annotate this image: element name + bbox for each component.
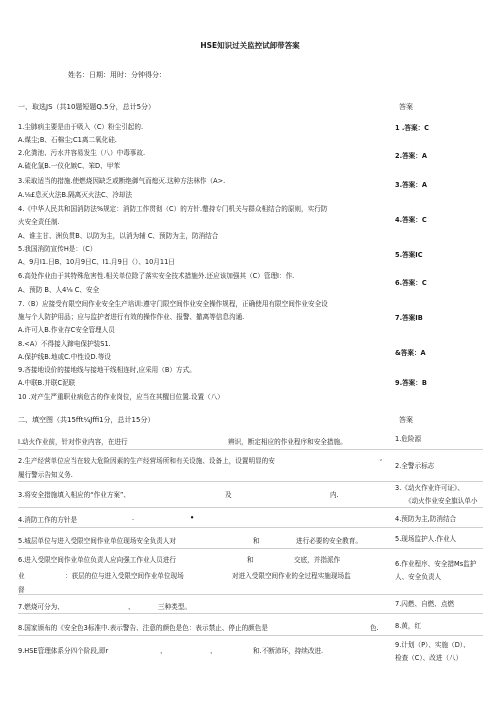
fill-answer-4: 4.预防为主,防消结合	[395, 515, 457, 523]
question-line: A、9月I1.日B、10月9日C、I1.月9日（）、10月11日	[18, 258, 175, 266]
fill-question-text: 3.将安全措施填入相应的“作业方案”、	[18, 491, 131, 499]
row-divider	[18, 481, 483, 482]
fill-question-text: 履行警示告知义务.	[18, 471, 73, 479]
fill-question-text: 色.	[370, 624, 379, 632]
fill-question-text: 2.生产经营单位应当在较大危险因素的生产经营场所和有关设施、设备上，设置明显的安	[18, 457, 275, 465]
fill-question-text: 和	[247, 556, 254, 564]
question-line: 7.（B）应接受有限空间作业安全生产培训:遵守门限空间作业安全操作规程，正确使用有限空间作业安全设	[18, 300, 328, 308]
fill-question-text: 交底，并指派作	[294, 556, 341, 564]
question-line: A.⅛£息灭火法B.隔离灭火法C、冷却法	[18, 191, 133, 199]
row-divider	[18, 449, 483, 450]
row-divider	[18, 613, 483, 614]
row-divider	[18, 635, 483, 636]
fill-answer-7: 7.闪燃、自燃、点燃	[395, 600, 455, 608]
fill-question-text: ,	[380, 454, 383, 462]
question-line: A.保护线B.地或C.中性设D.等设	[18, 353, 111, 361]
fill-question-text: 和	[253, 537, 260, 545]
question-line: A.中联B.并联C泥联	[18, 379, 76, 387]
fill-answer-2: 2.全警示标志	[395, 462, 435, 470]
fill-question-text: 7.燃烧可分为、	[18, 603, 64, 611]
question-line: 3.采取适当的措施.使燃烧因缺乏或断绝御气而熄灭.这种方法林作（A>.	[18, 177, 226, 185]
page-title: HSE知识过关监控试卸带答案	[200, 41, 300, 50]
fill-answer-1: 1.危险源	[395, 435, 422, 443]
answer-7: 7.答案IB	[395, 314, 423, 322]
info-line: 姓名：日期：用时：分钟得分：	[68, 71, 166, 79]
fill-answer-8: 8.黄，红	[395, 622, 422, 630]
question-line: 6.高处作业由于其特殊危害性.相关单位除了落实安全技术措施外.还应该加强其（C）管理I：作.	[18, 272, 295, 280]
fill-question-text: 、	[128, 603, 135, 611]
fill-answer-6b: 人、安全负责人	[395, 573, 442, 581]
question-line: 9.吝接地设价的接地线与接地干线相连时,应采用（B）方式。	[18, 366, 196, 374]
answer-6: 6.答案：C	[395, 279, 427, 287]
row-divider	[18, 548, 483, 549]
question-line: 火安全责任制.	[18, 218, 60, 226]
fill-question-text: 、	[160, 647, 167, 655]
fill-answer-5: 5.现场监护人.作业人	[395, 535, 457, 543]
answer-1: 1 .答案：C	[395, 124, 430, 132]
answer-5: 5.答案IC	[395, 251, 423, 259]
question-line: 10 .对产生严重职业病危古的作业岗位，应当在其醒目位置.设置（八）	[18, 393, 224, 401]
fill-answer-9b: 检查（C）、改进（八）	[395, 654, 463, 662]
question-line: 2.化粪池、污水井容易发生（八）中毒事故.	[18, 149, 146, 157]
row-divider	[18, 594, 483, 595]
question-line: A、谁主甘、洲负贯B、以防为主，以消为辅 C、预防为主，防消结合	[18, 232, 219, 240]
fill-answer-3: 3.《动火作业许可证》、	[395, 484, 464, 492]
section1-heading: 一、取选JS（共10题短题Q.5分，总计5分）	[18, 103, 156, 111]
fill-question-text: 及	[225, 491, 232, 499]
section2-answer-header: 答案	[399, 416, 413, 424]
fill-question-text: .	[132, 514, 135, 522]
answer-2: 2.答案：A	[395, 152, 427, 160]
fill-question-text: 4.消防工作的方针是	[18, 516, 78, 524]
fill-question-text: 三种类型。	[158, 603, 191, 611]
question-line: 5.我国消防宣传H是：（C）	[18, 245, 97, 253]
answer-4: 4.答案：C	[395, 216, 427, 224]
fill-question-text: 内.	[330, 491, 339, 499]
answer-3: 3.答案：A	[395, 181, 427, 189]
fill-question-text: 对进入受限空间作业的全过程实施现场监	[232, 572, 351, 580]
fill-question-text: 督	[18, 586, 25, 594]
answer-9: 9.答案：B	[395, 379, 427, 387]
question-line: A.硫化氢B.一仪化嫉C、笨D、甲苯	[18, 162, 120, 170]
section2-heading: 二、填空图（共15fft¼Jffi1分，总计15分）	[18, 416, 155, 424]
question-line: A.煤尘;B、石棉尘;C1离二氧化硅.	[18, 136, 117, 144]
fill-answer-9: 9.计划（P）、实施（D）、	[395, 641, 470, 649]
section1-answer-header: 答案	[399, 103, 413, 111]
fill-answer-3b: 《动火作业安全旗认单小	[405, 497, 478, 505]
fill-question-text: 8.国家颁布的《安全色3标准中.表示警告、注意的颜色是色：表示禁止、停止的颜色是	[18, 624, 268, 632]
fill-question-text: I.动火作业前，针对作业内容，在进行	[18, 438, 128, 446]
row-divider	[18, 507, 483, 508]
row-divider	[18, 527, 483, 528]
fill-question-text: 业	[18, 572, 25, 580]
question-line: 施与个人防护用品；应与监护者进行有效的操作作业、报警、撤离等信息沟通.	[18, 313, 245, 321]
fill-question-text: 辨识，断定相应的作业程序和安全措施。	[228, 438, 347, 446]
fill-question-text: 进行必要的安全教育。	[296, 537, 362, 545]
question-line: 8.<A）不得接入蹄电保护装S1.	[18, 340, 111, 348]
question-line: A、预防 B、人4⅛ C、安全	[18, 286, 100, 294]
fill-question-text: 5.城层单位与进入受限空间作业单位现场安全负责人对	[18, 537, 176, 545]
fill-question-text: 6.进入受限空间作业单位负责人应向强工作业人员进行	[18, 556, 176, 564]
fill-question-text: 、	[210, 647, 217, 655]
fill-question-text: 和.不断沛环，持续改进.	[253, 647, 324, 655]
fill-question-text: ：获层的位与进入受限空间作业单位现场	[65, 572, 184, 580]
fill-answer-6: 6.作业程序、安全措Ms监护	[395, 560, 477, 568]
question-line: 1.尘肺病主要是由于吸入（C）粉尘引起的.	[18, 123, 144, 131]
question-line: A.许可人B.作业存C安全管理人员	[18, 326, 115, 334]
question-line: 4.《中华人民共和国消防法%规定：消防工作贯彻（C）的方针.蹩持专门机关与群众相结合的原则，实行防	[18, 205, 328, 213]
fill-question-text: •	[190, 514, 195, 522]
answer-8: &答案：A	[395, 349, 426, 357]
fill-question-text: 9.HSE管理体系分四个阶段,即r	[18, 647, 109, 655]
